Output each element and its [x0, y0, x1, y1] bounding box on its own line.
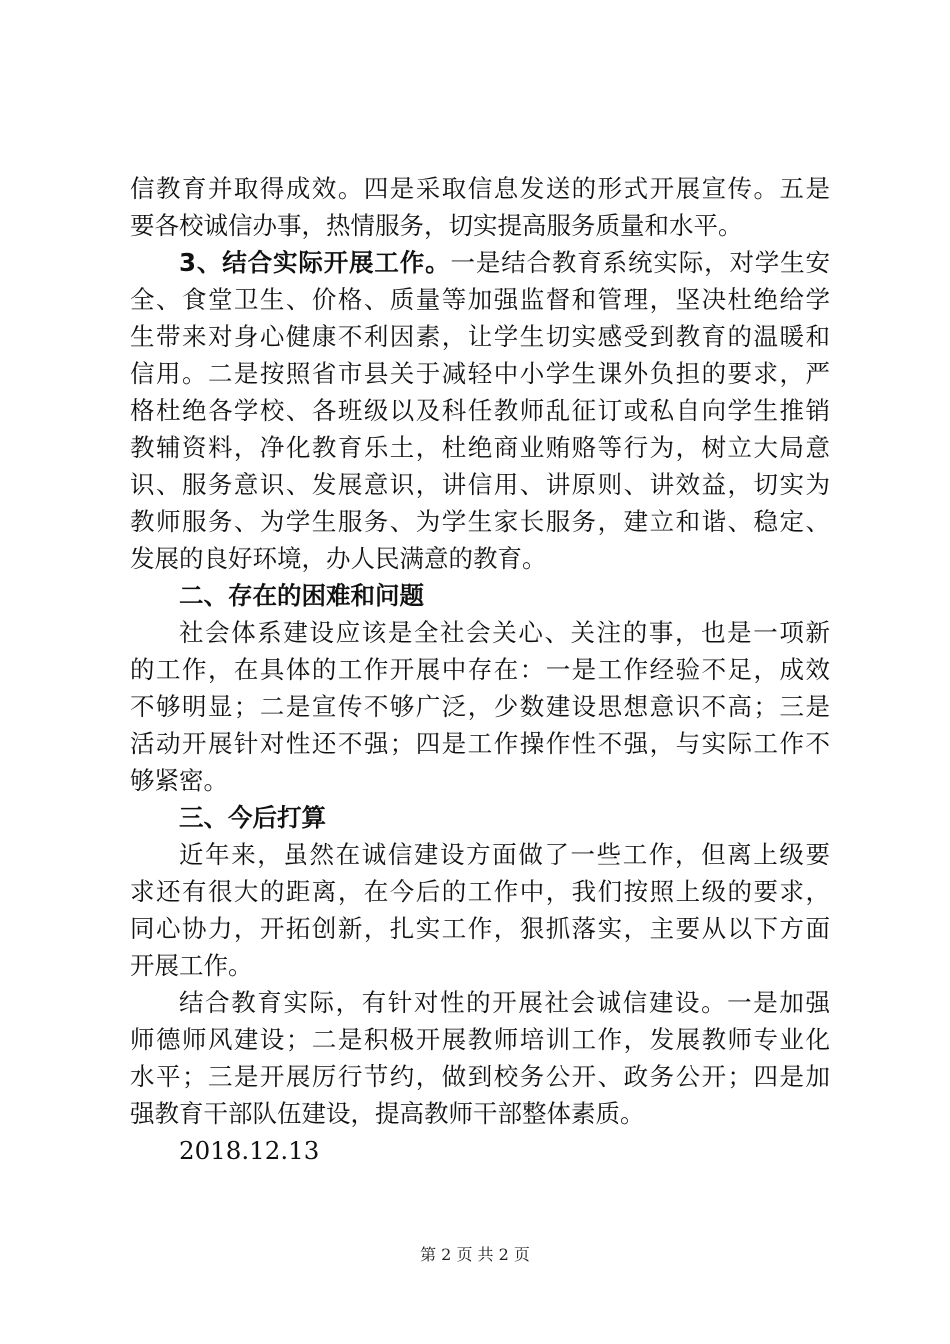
paragraph-2-line-5: 格杜绝各学校、各班级以及科任教师乱征订或私自向学生推销 [130, 396, 830, 425]
paragraph-3-line-2: 的工作，在具体的工作开展中存在：一是工作经验不足，成效 [130, 655, 830, 684]
paragraph-2-line-4: 信用。二是按照省市县关于减轻中小学生课外负担的要求，严 [130, 359, 830, 388]
paragraph-2-line-9: 发展的良好环境，办人民满意的教育。 [130, 544, 547, 573]
paragraph-2-line-2: 全、食堂卫生、价格、质量等加强监督和管理，坚决杜绝给学 [130, 285, 830, 314]
paragraph-2-line-7: 识、服务意识、发展意识，讲信用、讲原则、讲效益，切实为 [130, 470, 830, 499]
paragraph-5-line-2: 师德师风建设；二是积极开展教师培训工作，发展教师专业化 [130, 1025, 830, 1054]
paragraph-2-bold-lead: 3、结合实际开展工作。 [179, 248, 451, 277]
paragraph-2-line-8: 教师服务、为学生服务、为学生家长服务，建立和谐、稳定、 [130, 507, 830, 536]
paragraph-5-line-1: 结合教育实际，有针对性的开展社会诚信建设。一是加强 [179, 988, 830, 1017]
paragraph-4-line-1: 近年来，虽然在诚信建设方面做了一些工作，但离上级要 [179, 840, 830, 869]
paragraph-2-line-6: 教辅资料，净化教育乐土，杜绝商业贿赂等行为，树立大局意 [130, 433, 830, 462]
paragraph-2-line-1 [130, 244, 830, 281]
paragraph-1-line-1: 信教育并取得成效。四是采取信息发送的形式开展宣传。五是 [130, 174, 830, 203]
section-heading-3: 三、今后打算 [179, 803, 326, 832]
paragraph-2-line-3: 生带来对身心健康不利因素，让学生切实感受到教育的温暖和 [130, 322, 830, 351]
paragraph-3-line-3: 不够明显；二是宣传不够广泛，少数建设思想意识不高；三是 [130, 692, 830, 721]
paragraph-3-line-4: 活动开展针对性还不强；四是工作操作性不强，与实际工作不 [130, 729, 830, 758]
paragraph-5-line-4: 强教育干部队伍建设，提高教师干部整体素质。 [130, 1099, 645, 1128]
paragraph-1-line-2: 要各校诚信办事，热情服务，切实提高服务质量和水平。 [130, 211, 743, 240]
paragraph-5-line-3: 水平；三是开展厉行节约，做到校务公开、政务公开；四是加 [130, 1062, 830, 1091]
paragraph-4-line-3: 同心协力，开拓创新，扎实工作，狠抓落实，主要从以下方面 [130, 914, 830, 943]
section-heading-2: 二、存在的困难和问题 [179, 581, 424, 610]
paragraph-3-line-1: 社会体系建设应该是全社会关心、关注的事，也是一项新 [179, 618, 830, 647]
document-body [130, 170, 830, 1169]
paragraph-2-first-line-rest: 一是结合教育系统实际，对学生安 [450, 248, 831, 277]
paragraph-3-line-5: 够紧密。 [130, 766, 228, 795]
paragraph-4-line-4: 开展工作。 [130, 951, 253, 980]
paragraph-4-line-2: 求还有很大的距离，在今后的工作中，我们按照上级的要求， [130, 877, 830, 906]
document-date: 2018.12.13 [179, 1136, 320, 1165]
page-footer: 第 2 页 共 2 页 [420, 1245, 530, 1264]
